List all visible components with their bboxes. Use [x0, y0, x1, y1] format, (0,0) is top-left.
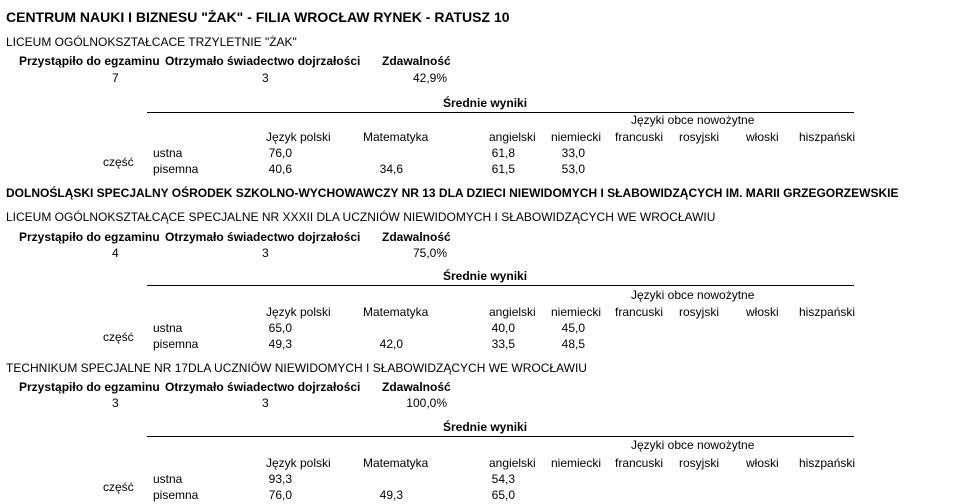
school-3-zdawalnosc-label: Zdawalność	[382, 380, 451, 394]
school-1-ustna-polski: 76,0	[268, 146, 292, 160]
school-2-subject-polski: Język polski	[266, 305, 331, 319]
school-2-czesc-label: część	[103, 330, 134, 344]
school-1-otrzymalo-label: Otrzymało świadectwo dojrzałości	[165, 54, 361, 68]
school-2-przystapilo-value: 4	[112, 246, 119, 260]
school-1-subject-hiszpanski: hiszpański	[799, 130, 856, 144]
school-3-otrzymalo-label: Otrzymało świadectwo dojrzałości	[165, 380, 361, 394]
school-3-przystapilo-value: 3	[112, 396, 119, 410]
school-3-otrzymalo-value: 3	[262, 396, 269, 410]
school-3-ustna-angielski: 54,3	[491, 472, 515, 486]
school-2-ustna-polski: 65,0	[268, 321, 292, 335]
school-1-subject-niemiecki: niemiecki	[551, 130, 602, 144]
school-3-subject-polski: Język polski	[266, 456, 331, 470]
school-3-jezyki-obce-label: Języki obce nowożytne	[631, 438, 755, 452]
school-3-subject-francuski: francuski	[615, 456, 664, 470]
school-3-name: TECHNIKUM SPECJALNE NR 17DLA UCZNIÓW NIEWIDOMYCH I SŁABOWIDZĄCYCH WE WROCŁAWIU	[6, 361, 587, 375]
school-1-ustna-label: ustna	[153, 146, 183, 160]
school-1-subject-angielski: angielski	[489, 130, 536, 144]
school-3-subject-wloski: włoski	[746, 456, 779, 470]
school-1-subject-polski: Język polski	[266, 130, 331, 144]
school-1-zdawalnosc-label: Zdawalność	[382, 54, 451, 68]
school-2-divider	[147, 285, 854, 286]
school-3-pisemna-label: pisemna	[153, 488, 199, 502]
school-1-zdawalnosc-value: 42,9%	[412, 71, 447, 85]
school-3-ustna-label: ustna	[153, 472, 183, 486]
school-3-pisemna-matematyka: 49,3	[379, 488, 403, 502]
school-3-pisemna-angielski: 65,0	[491, 488, 515, 502]
school-1-subject-rosyjski: rosyjski	[679, 130, 720, 144]
school-1-pisemna-niemiecki: 53,0	[561, 162, 585, 176]
page-title: CENTRUM NAUKI I BIZNESU "ŻAK" - FILIA WROCŁAW RYNEK - RATUSZ 10	[6, 9, 510, 25]
school-3-divider	[147, 436, 854, 437]
school-2-subject-niemiecki: niemiecki	[551, 305, 602, 319]
school-2-subject-rosyjski: rosyjski	[679, 305, 720, 319]
school-3-przystapilo-label: Przystąpiło do egzaminu	[19, 380, 160, 394]
school-3-srednie-label: Średnie wyniki	[443, 420, 528, 434]
school-3-pisemna-polski: 76,0	[268, 488, 292, 502]
school-1-przystapilo-label: Przystąpiło do egzaminu	[19, 54, 160, 68]
school-3-czesc-label: część	[103, 480, 134, 494]
school-1-przystapilo-value: 7	[112, 71, 119, 85]
school-2-ustna-label: ustna	[153, 321, 183, 335]
school-1-ustna-niemiecki: 33,0	[561, 146, 585, 160]
school-2-pisemna-angielski: 33,5	[491, 337, 515, 351]
institution-2-name: DOLNOŚLĄSKI SPECJALNY OŚRODEK SZKOLNO-WYCHOWAWCZY NR 13 DLA DZIECI NIEWIDOMYCH I SŁABOWIDZĄCYCH IM. MARII GRZEGORZEWSKIE	[6, 186, 899, 200]
school-1-subject-francuski: francuski	[615, 130, 664, 144]
school-1-ustna-angielski: 61,8	[491, 146, 515, 160]
school-1-pisemna-angielski: 61,5	[491, 162, 515, 176]
school-3-subject-hiszpanski: hiszpański	[799, 456, 856, 470]
school-1-otrzymalo-value: 3	[262, 71, 269, 85]
school-2-subject-hiszpanski: hiszpański	[799, 305, 856, 319]
school-1-subject-wloski: włoski	[746, 130, 779, 144]
school-2-zdawalnosc-label: Zdawalność	[382, 230, 451, 244]
school-2-ustna-angielski: 40,0	[491, 321, 515, 335]
school-2-otrzymalo-label: Otrzymało świadectwo dojrzałości	[165, 230, 361, 244]
school-2-name: LICEUM OGÓLNOKSZTAŁCĄCE SPECJALNE NR XXXII DLA UCZNIÓW NIEWIDOMYCH I SŁABOWIDZĄCYCH WE WROCŁAWIU	[6, 210, 716, 224]
school-2-subject-francuski: francuski	[615, 305, 664, 319]
school-1-pisemna-label: pisemna	[153, 162, 199, 176]
school-2-ustna-niemiecki: 45,0	[561, 321, 585, 335]
school-1-srednie-label: Średnie wyniki	[443, 96, 528, 110]
school-1-pisemna-matematyka: 34,6	[379, 162, 403, 176]
school-1-name: LICEUM OGÓLNOKSZTAŁCACE TRZYLETNIE "ŻAK"	[6, 35, 297, 49]
school-2-pisemna-matematyka: 42,0	[379, 337, 403, 351]
school-2-subject-wloski: włoski	[746, 305, 779, 319]
school-2-srednie-label: Średnie wyniki	[443, 269, 528, 283]
school-2-pisemna-label: pisemna	[153, 337, 199, 351]
school-2-przystapilo-label: Przystąpiło do egzaminu	[19, 230, 160, 244]
school-2-otrzymalo-value: 3	[262, 246, 269, 260]
school-1-subject-matematyka: Matematyka	[363, 130, 429, 144]
school-2-subject-angielski: angielski	[489, 305, 536, 319]
school-2-zdawalnosc-value: 75,0%	[412, 246, 447, 260]
school-3-subject-rosyjski: rosyjski	[679, 456, 720, 470]
school-2-jezyki-obce-label: Języki obce nowożytne	[631, 288, 755, 302]
school-1-jezyki-obce-label: Języki obce nowożytne	[631, 113, 755, 127]
school-3-subject-angielski: angielski	[489, 456, 536, 470]
school-3-zdawalnosc-value: 100,0%	[406, 396, 447, 410]
school-3-ustna-polski: 93,3	[268, 472, 292, 486]
school-3-subject-matematyka: Matematyka	[363, 456, 429, 470]
school-2-pisemna-niemiecki: 48,5	[561, 337, 585, 351]
school-1-pisemna-polski: 40,6	[268, 162, 292, 176]
school-3-subject-niemiecki: niemiecki	[551, 456, 602, 470]
school-2-subject-matematyka: Matematyka	[363, 305, 429, 319]
school-2-pisemna-polski: 49,3	[268, 337, 292, 351]
school-1-czesc-label: część	[103, 155, 134, 169]
